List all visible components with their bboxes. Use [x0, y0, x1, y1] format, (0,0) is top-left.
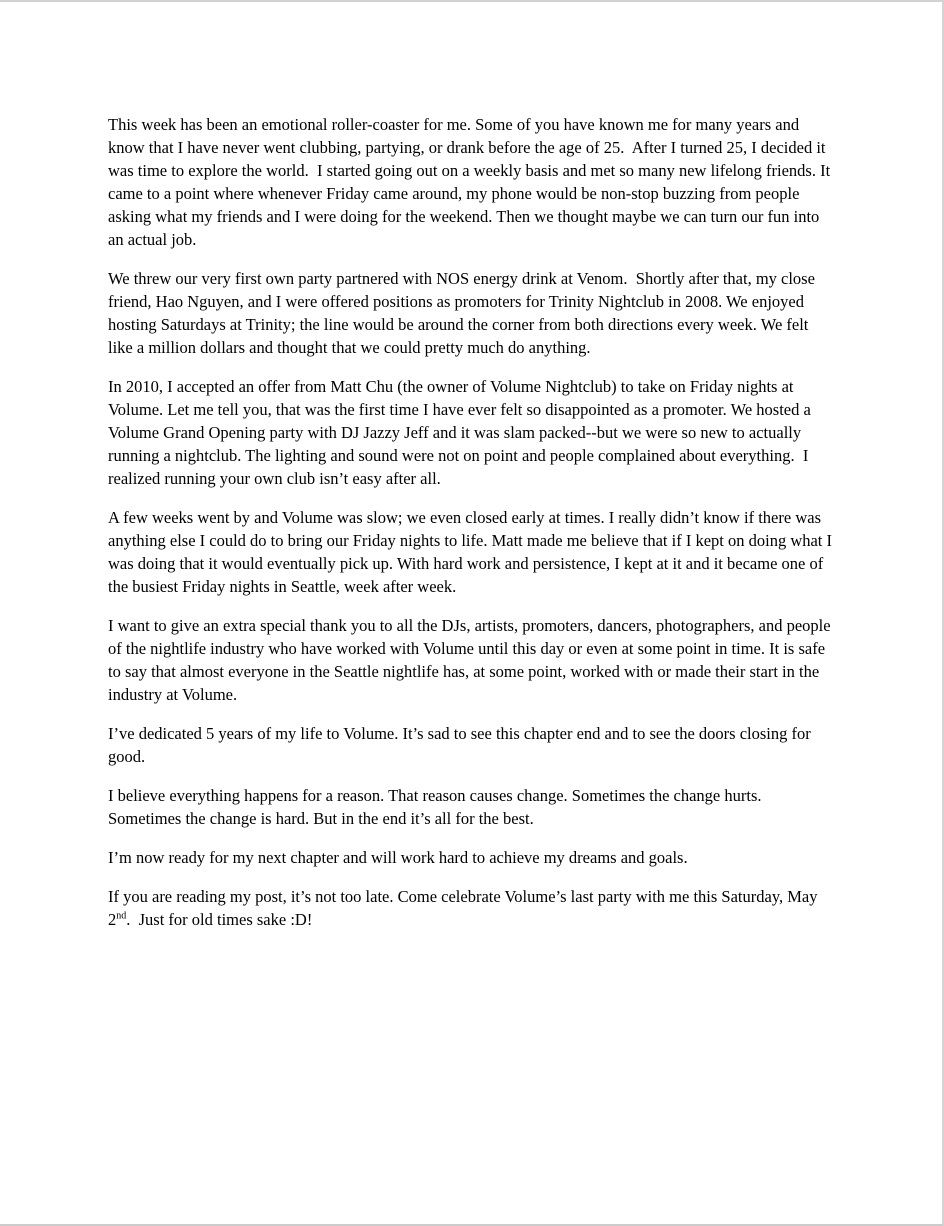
text-run: If you are reading my post, it’s not too late. Come celebrate Volume’s last party with me this Saturday, May 2	[108, 887, 822, 929]
superscript-text-run: nd	[116, 910, 127, 922]
text-run: In 2010, I accepted an offer from Matt Chu (the owner of Volume Nightclub) to take on Friday nights at Volume. Let me tell you, that was the first time I have ever felt so disappointed as a promoter. We hosted a Volume Grand Opening party with DJ Jazzy Jeff and it was slam packed--but we were so new to actually running a nightclub. The lighting and sound were not on point and people complained about everything. I realized running your own club isn’t easy after all.	[108, 377, 815, 488]
paragraph	[108, 784, 832, 830]
text-run: I’m now ready for my next chapter and will work hard to achieve my dreams and goals.	[108, 848, 688, 867]
article-body	[108, 113, 837, 931]
text-run: A few weeks went by and Volume was slow; we even closed early at times. I really didn’t know if there was anything else I could do to bring our Friday nights to life. Matt made me believe that if I kept on doing what I was doing that it would eventually pick up. With hard work and persistence, I kept at it and it became one of the busiest Friday nights in Seattle, week after week.	[108, 508, 837, 596]
text-run: This week has been an emotional roller-coaster for me. Some of you have known me for many years and know that I have never went clubbing, partying, or drank before the age of 25. After I turned 25, I decided it was time to explore the world. I started going out on a weekly basis and met so many new lifelong friends. It came to a point where whenever Friday came around, my phone would be non-stop buzzing from people asking what my friends and I were doing for the weekend. Then we thought maybe we can turn our fun into an actual job.	[108, 115, 835, 249]
paragraph	[108, 614, 835, 706]
paragraph	[108, 375, 832, 490]
text-run: I believe everything happens for a reason. That reason causes change. Sometimes the change hurts. Sometimes the change is hard. But in the end it’s all for the best.	[108, 786, 766, 828]
paragraph	[108, 885, 832, 931]
paragraph	[108, 113, 835, 251]
paragraph	[108, 506, 837, 598]
text-run: I’ve dedicated 5 years of my life to Volume. It’s sad to see this chapter end and to see the doors closing for good.	[108, 724, 815, 766]
text-run: . Just for old times sake :D!	[126, 910, 313, 929]
text-run: We threw our very first own party partnered with NOS energy drink at Venom. Shortly after that, my close friend, Hao Nguyen, and I were offered positions as promoters for Trinity Nightclub in 2008. We enjoyed hosting Saturdays at Trinity; the line would be around the corner from both directions every week. We felt like a million dollars and thought that we could pretty much do anything.	[108, 269, 820, 357]
paragraph	[108, 722, 832, 768]
text-run: I want to give an extra special thank you to all the DJs, artists, promoters, dancers, photographers, and people of the nightlife industry who have worked with Volume until this day or even at some point in time. It is safe to say that almost everyone in the Seattle nightlife has, at some point, worked with or made their start in the industry at Volume.	[108, 616, 835, 704]
paragraph	[108, 267, 832, 359]
paragraph	[108, 846, 832, 869]
